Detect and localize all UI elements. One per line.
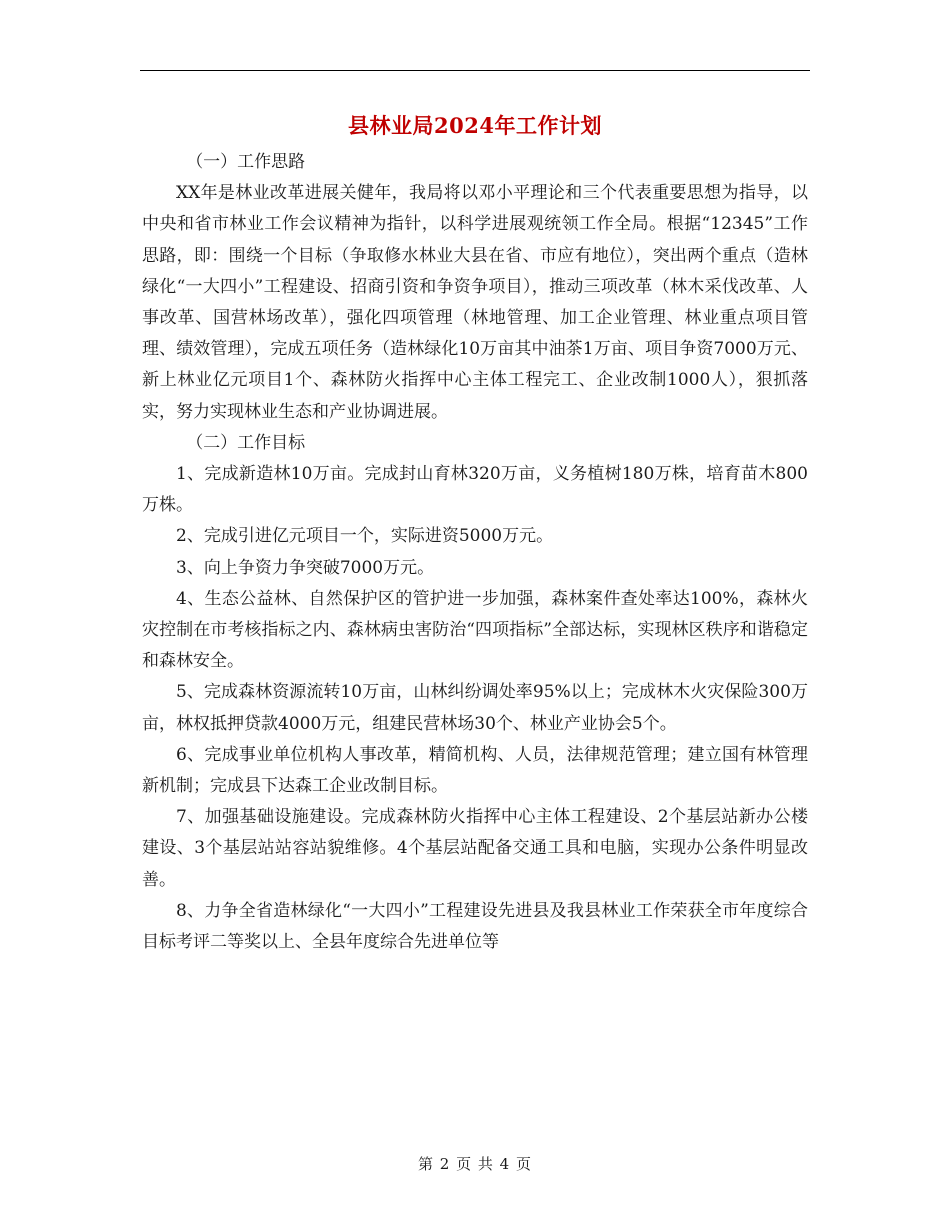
goal-item-8: 8、力争全省造林绿化“一大四小”工程建设先进县及我县林业工作荣获全市年度综合目标考评二等奖以上、全县年度综合先进单位等 [142,900,808,953]
document-body [142,147,808,958]
goal-item-1: 1、完成新造林10万亩。完成封山育林320万亩，义务植树180万株，培育苗木800万株。 [142,464,808,516]
goal-item-6: 6、完成事业单位机构人事改革，精简机构、人员，法律规范管理；建立国有林管理新机制；完成县下达森工企业改制目标。 [142,744,808,797]
section-heading-thinking: （一）工作思路 [186,152,306,172]
goal-item-7: 7、加强基础设施建设。完成森林防火指挥中心主体工程建设、2个基层站新办公楼建设、3个基层站站容站貌维修。4个基层站配备交通工具和电脑，实现办公条件明显改善。 [142,807,808,890]
document-title: 县林业局2024年工作计划 [348,113,602,138]
section-heading-goals: （二）工作目标 [186,432,306,453]
goal-item-5: 5、完成森林资源流转10万亩，山林纠纷调处率95%以上；完成林木火灾保险300万亩，林权抵押贷款4000万元，组建民营林场30个、林业产业协会5个。 [142,682,808,734]
goal-item-2: 2、完成引进亿元项目一个，实际进资5000万元。 [176,526,554,547]
goal-item-3: 3、向上争资力争突破7000万元。 [176,557,435,578]
header-rule [140,70,810,71]
paragraph-thinking: XX年是林业改革进展关健年，我局将以邓小平理论和三个代表重要思想为指导，以中央和省市林业工作会议精神为指针，以科学进展观统领工作全局。根据“12345”工作思路，即：围绕一个目标（争取修水林业大县在省、市应有地位），突出两个重点（造林绿化“一大四小”工程建设、招商引资和争资争项目），推动三项改革（林木采伐改革、人事改革、国营林场改革），强化四项管理（林地管理、加工企业管理、林业重点项目管理、绩效管理），完成五项任务（造林绿化10万亩其中油茶1万亩、项目争资7000万元、新上林业亿元项目1个、森林防火指挥中心主体工程完工、企业改制1000人），狠抓落实，努力实现林业生态和产业协调进展。 [142,183,808,422]
goal-item-4: 4、生态公益林、自然保护区的管护进一步加强，森林案件查处率达100%，森林火灾控制在市考核指标之内、森林病虫害防治“四项指标”全部达标，实现林区秩序和谐稳定和森林安全。 [142,588,808,672]
page-number-footer: 第 2 页 共 4 页 [418,1155,532,1173]
